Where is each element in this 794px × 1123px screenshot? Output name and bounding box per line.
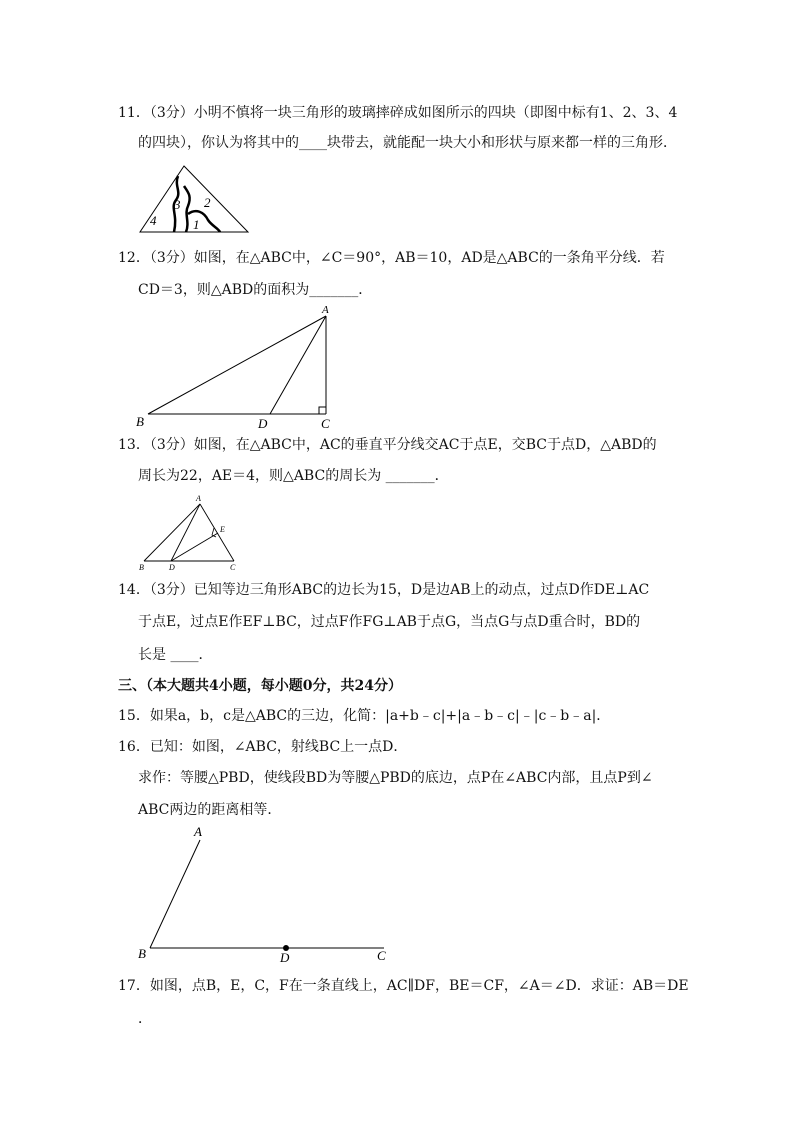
- q13-text-line1: 13．（3分）如图，在△ABC中，AC的垂直平分线交AC于点E，交BC于点D，△ABD的: [118, 437, 657, 453]
- q13-label-B: B: [139, 563, 144, 572]
- q16-angle-figure: [134, 822, 394, 967]
- q16-text-line1: 16．已知：如图，∠ABC，射线BC上一点D．: [118, 739, 408, 755]
- q11-label-3: 3: [174, 197, 181, 212]
- q16-label-C: C: [377, 948, 386, 963]
- q11-label-2: 2: [204, 195, 211, 210]
- q13-label-D: D: [169, 563, 175, 572]
- q12-label-C: C: [321, 416, 330, 431]
- q12-text-line2: CD＝3，则△ABD的面积为_______．: [138, 282, 373, 298]
- q11-label-1: 1: [193, 217, 200, 232]
- q16-label-D: D: [280, 950, 290, 965]
- section-heading: 三、（本大题共4小题，每小题0分，共24分）: [118, 678, 402, 694]
- q11-text-line2: 的四块），你认为将其中的____块带去，就能配一块大小和形状与原来都一样的三角形．: [138, 135, 677, 151]
- q13-label-A: A: [196, 494, 201, 503]
- q13-triangle-figure: [136, 492, 246, 572]
- q12-label-B: B: [136, 414, 144, 429]
- q15-text-line1: 15．如果a，b，c是△ABC的三边，化简：|a+b﹣c|+|a﹣b﹣c|﹣|c﹣b﹣a|．: [118, 708, 611, 724]
- q11-broken-glass-figure: [138, 162, 250, 234]
- q16-label-A: A: [194, 824, 202, 839]
- q13-label-C: C: [230, 563, 236, 572]
- q13-text-line2: 周长为22，AE＝4，则△ABC的周长为 _______．: [138, 468, 449, 484]
- q11-label-4: 4: [150, 213, 157, 228]
- q16-label-B: B: [138, 946, 146, 961]
- q13-label-E: E: [220, 525, 225, 534]
- q16-text-line3: ABC两边的距离相等．: [138, 802, 282, 818]
- q16-text-line2: 求作：等腰△PBD，使线段BD为等腰△PBD的底边，点P在∠ABC内部，且点P到∠: [138, 770, 653, 786]
- q14-text-line1: 14．（3分）已知等边三角形ABC的边长为15，D是边AB上的动点，过点D作DE⊥AC: [118, 582, 650, 598]
- q14-text-line3: 长是 ____．: [138, 647, 213, 663]
- q12-text-line1: 12．（3分）如图，在△ABC中，∠C＝90°，AB＝10，AD是△ABC的一条角平分线．若: [118, 250, 665, 266]
- q14-text-line2: 于点E，过点E作EF⊥BC，过点F作FG⊥AB于点G，当点G与点D重合时，BD的: [138, 614, 641, 630]
- q11-text-line1: 11．（3分）小明不慎将一块三角形的玻璃摔碎成如图所示的四块（即图中标有1、2、3、4: [118, 105, 678, 121]
- q12-label-A: A: [322, 304, 329, 316]
- q17-text-line1: 17．如图，点B，E，C，F在一条直线上，AC∥DF，BE＝CF，∠A＝∠D．求证：AB＝DE: [118, 978, 689, 994]
- q17-text-line2: ．: [138, 1011, 152, 1027]
- q12-label-D: D: [258, 416, 268, 431]
- q12-triangle-figure: [130, 300, 350, 430]
